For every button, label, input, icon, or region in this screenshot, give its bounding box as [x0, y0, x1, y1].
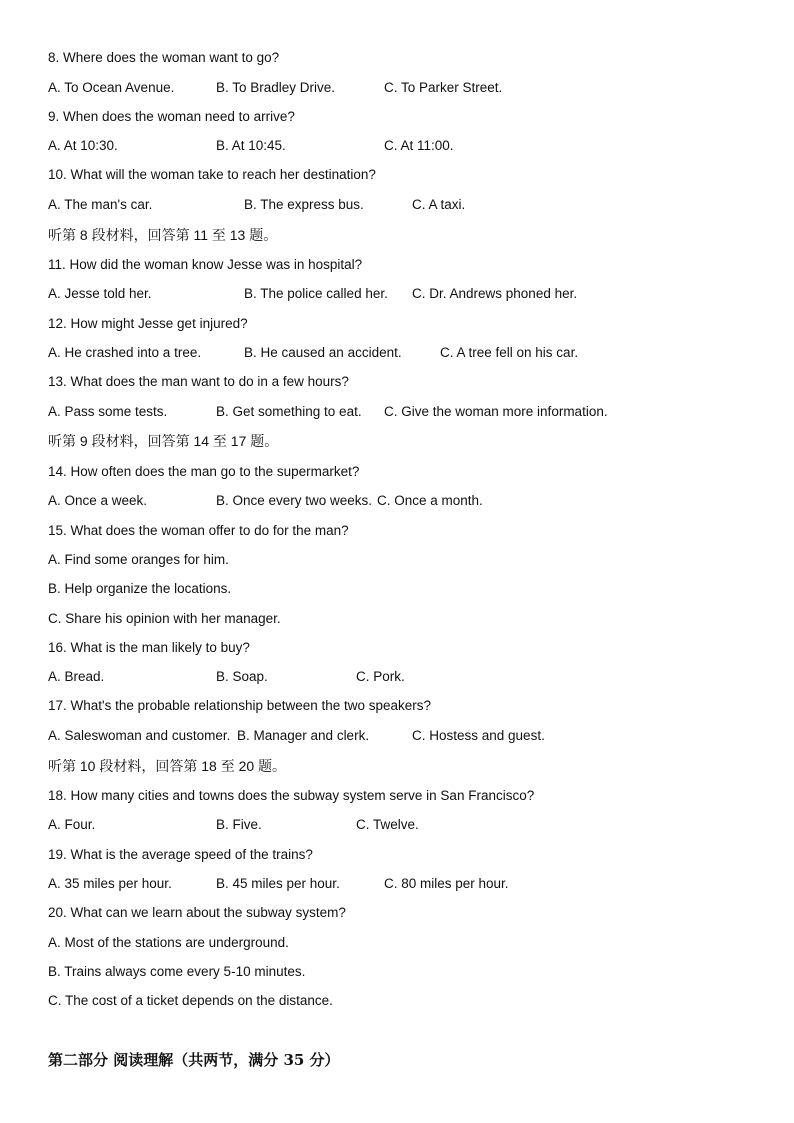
option-b: B. Soap.: [216, 669, 268, 684]
question-15-option-c: C. Share his opinion with her manager.: [48, 611, 281, 626]
question-20-option-c: C. The cost of a ticket depends on the distance.: [48, 993, 333, 1008]
option-a: A. Once a week.: [48, 493, 148, 508]
option-a: A. 35 miles per hour.: [48, 876, 172, 891]
question-20: 20. What can we learn about the subway system?: [48, 905, 346, 920]
option-b: B. Five.: [216, 817, 262, 832]
option-a: A. To Ocean Avenue.: [48, 80, 175, 95]
question-16: 16. What is the man likely to buy?: [48, 640, 250, 655]
option-b: B. The police called her.: [244, 286, 388, 301]
option-c: C. At 11:00.: [384, 138, 454, 153]
section-heading-8: 听第 8 段材料，回答第 11 至 13 题。: [48, 227, 278, 243]
question-17: 17. What's the probable relationship between the two speakers?: [48, 698, 432, 713]
question-10: 10. What will the woman take to reach her destination?: [48, 167, 376, 182]
option-b: B. The express bus.: [244, 197, 364, 212]
question-9: 9. When does the woman need to arrive?: [48, 109, 295, 124]
section-heading-9: 听第 9 段材料，回答第 14 至 17 题。: [48, 433, 279, 449]
option-a: A. He crashed into a tree.: [48, 345, 202, 360]
question-15-option-a: A. Find some oranges for him.: [48, 552, 229, 567]
option-b: B. 45 miles per hour.: [216, 876, 340, 891]
question-18: 18. How many cities and towns does the subway system serve in San Francisco?: [48, 788, 535, 803]
question-20-option-b: B. Trains always come every 5-10 minutes.: [48, 964, 306, 979]
option-c: C. A tree fell on his car.: [440, 345, 579, 360]
option-c: C. Hostess and guest.: [412, 728, 545, 743]
option-c: C. Dr. Andrews phoned her.: [412, 286, 578, 301]
question-13: 13. What does the man want to do in a few hours?: [48, 374, 349, 389]
option-a: A. At 10:30.: [48, 138, 118, 153]
option-c: C. Twelve.: [356, 817, 419, 832]
option-a: A. Saleswoman and customer.: [48, 728, 231, 743]
option-c: C. A taxi.: [412, 197, 466, 212]
question-19: 19. What is the average speed of the trains?: [48, 847, 313, 862]
option-a: A. Jesse told her.: [48, 286, 152, 301]
option-c: C. Once a month.: [377, 493, 483, 508]
option-a: A. Bread.: [48, 669, 105, 684]
option-b: B. He caused an accident.: [244, 345, 402, 360]
question-8: 8. Where does the woman want to go?: [48, 50, 280, 65]
option-b: B. At 10:45.: [216, 138, 286, 153]
option-c: C. To Parker Street.: [384, 80, 503, 95]
question-15-option-b: B. Help organize the locations.: [48, 581, 232, 596]
question-14: 14. How often does the man go to the supermarket?: [48, 464, 360, 479]
option-b: B. Once every two weeks.: [216, 493, 373, 508]
question-20-option-a: A. Most of the stations are underground.: [48, 935, 289, 950]
section-heading-10: 听第 10 段材料，回答第 18 至 20 题。: [48, 758, 287, 774]
option-b: B. Manager and clerk.: [237, 728, 370, 743]
question-11: 11. How did the woman know Jesse was in hospital?: [48, 257, 363, 272]
option-c: C. Give the woman more information.: [384, 404, 608, 419]
option-a: A. The man's car.: [48, 197, 153, 212]
option-b: B. Get something to eat.: [216, 404, 362, 419]
part-title: 第二部分 阅读理解（共两节，满分 35 分）: [48, 1051, 340, 1069]
option-a: A. Pass some tests.: [48, 404, 168, 419]
question-15: 15. What does the woman offer to do for the man?: [48, 523, 349, 538]
option-b: B. To Bradley Drive.: [216, 80, 336, 95]
option-c: C. 80 miles per hour.: [384, 876, 509, 891]
option-c: C. Pork.: [356, 669, 405, 684]
question-12: 12. How might Jesse get injured?: [48, 316, 248, 331]
option-a: A. Four.: [48, 817, 96, 832]
